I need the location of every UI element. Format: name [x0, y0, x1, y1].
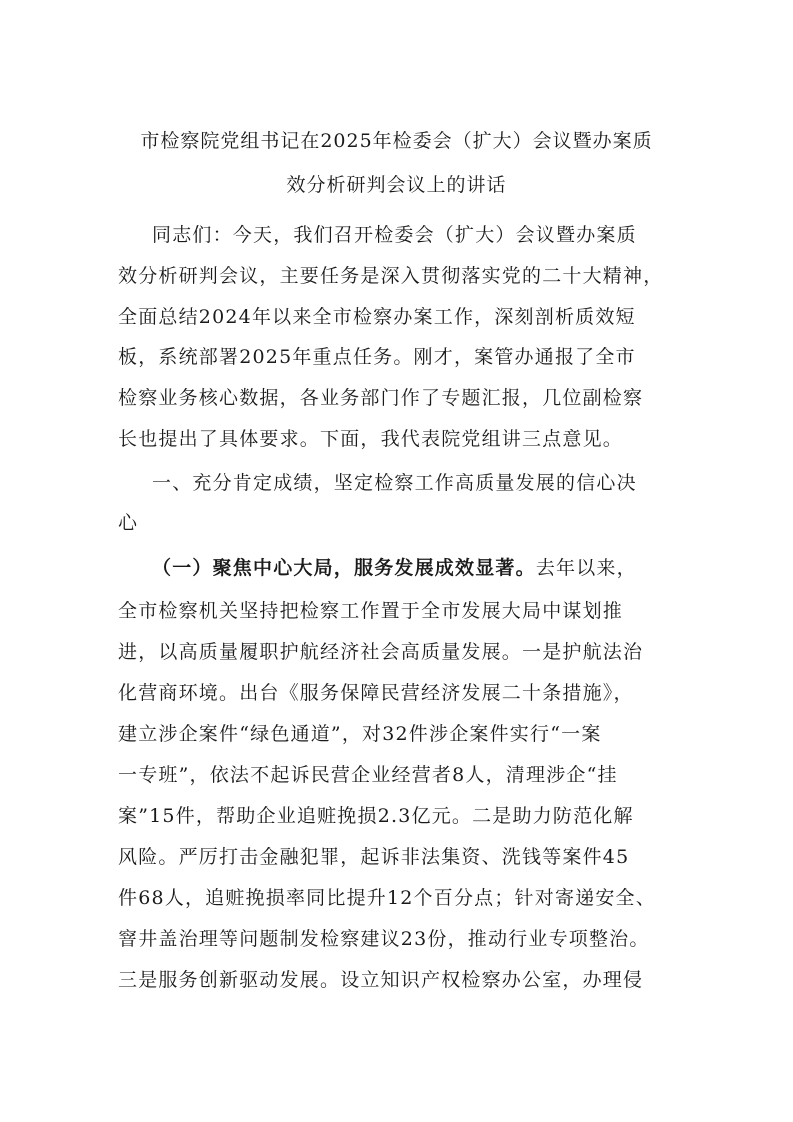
subsection-first-line [152, 553, 637, 580]
document-title-line-2: 效分析研判会议上的讲话 [286, 174, 507, 196]
intro-line: 全面总结2024年以来全市检察办案工作，深刻剖析质效短 [118, 306, 636, 328]
paragraph-line: 风险。严厉打击金融犯罪，起诉非法集资、洗钱等案件45 [118, 846, 630, 868]
paragraph-line: 进，以高质量履职护航经济社会高质量发展。一是护航法治 [118, 641, 644, 663]
paragraph-line: 化营商环境。出台《服务保障民营经济发展二十条措施》， [118, 682, 634, 704]
paragraph-line: 三是服务创新驱动发展。设立知识产权检察办公室，办理侵 [118, 969, 644, 991]
paragraph-line: 窨井盖治理等问题制发检察建议23份，推动行业专项整治。 [118, 928, 650, 950]
paragraph-text: 去年以来， [535, 557, 637, 579]
paragraph-line: 建立涉企案件“绿色通道”，对32件涉企案件实行“一案 [118, 723, 602, 745]
intro-line: 板，系统部署2025年重点任务。刚才，案管办通报了全市 [118, 346, 636, 368]
intro-line: 检察业务核心数据，各业务部门作了专题汇报，几位副检察 [118, 387, 644, 409]
paragraph-line: 一专班”，依法不起诉民营企业经营者8人，清理涉企“挂 [118, 764, 618, 786]
subsection-heading: （一）聚焦中心大局，服务发展成效显著。 [152, 557, 536, 579]
paragraph-line: 全市检察机关坚持把检察工作置于全市发展大局中谋划推 [118, 600, 624, 622]
section-heading: 一、充分肯定成绩，坚定检察工作高质量发展的信心决 [152, 472, 637, 494]
intro-line: 同志们：今天，我们召开检委会（扩大）会议暨办案质 [152, 224, 637, 246]
paragraph-line: 件68人，追赃挽损率同比提升12个百分点；针对寄递安全、 [118, 887, 656, 909]
section-heading: 心 [118, 512, 139, 534]
document-title-line-1: 市检察院党组书记在2025年检委会（扩大）会议暨办案质 [140, 130, 653, 152]
intro-line: 长也提出了具体要求。下面，我代表院党组讲三点意见。 [118, 428, 624, 450]
intro-line: 效分析研判会议，主要任务是深入贯彻落实党的二十大精神， [118, 265, 664, 287]
paragraph-line: 案”15件，帮助企业追赃挽损2.3亿元。二是助力防范化解 [118, 805, 634, 827]
